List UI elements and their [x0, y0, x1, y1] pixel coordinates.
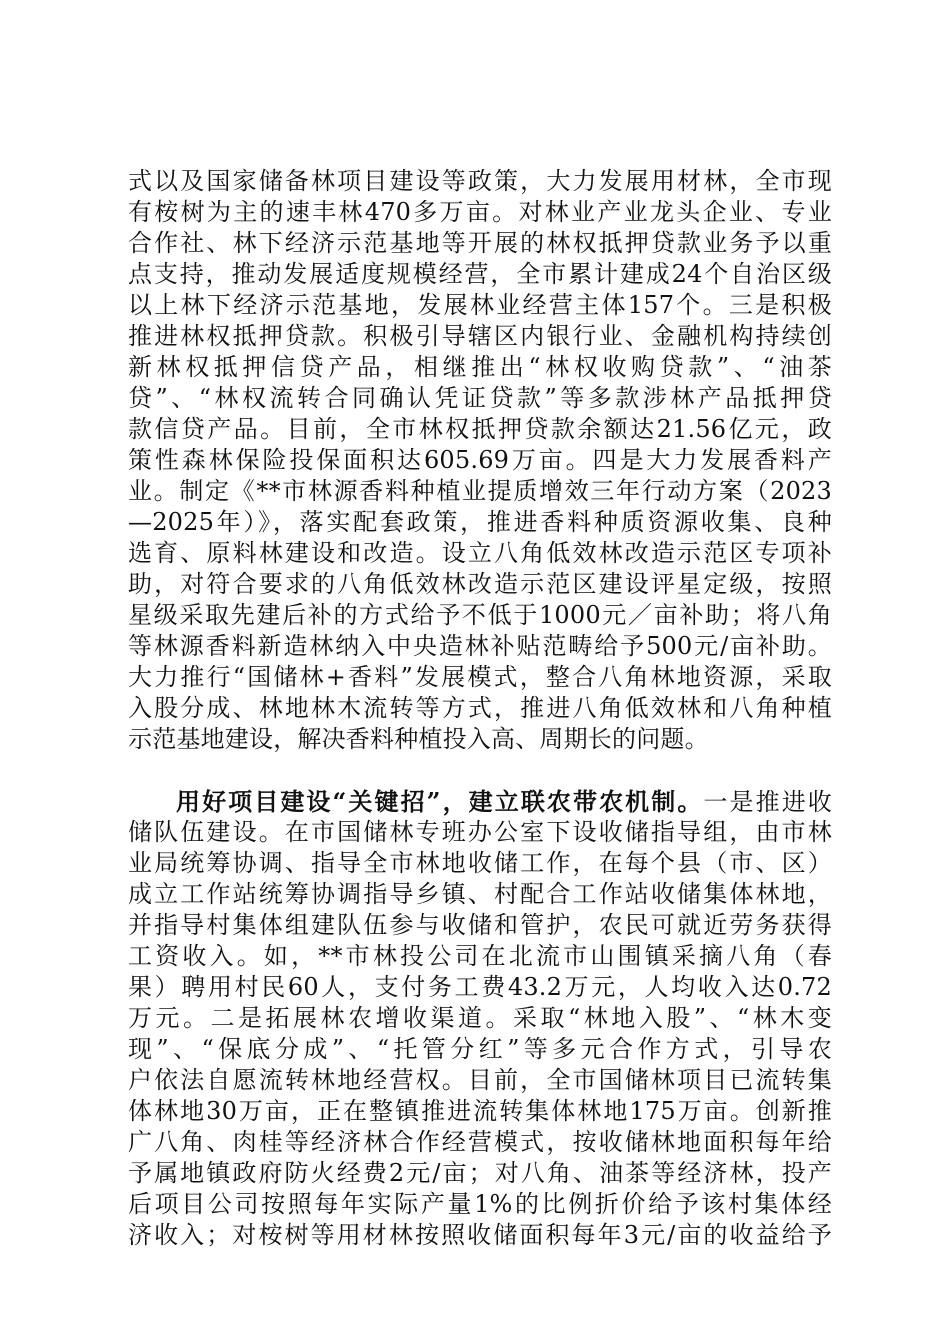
text-line: 示范基地建设，解决香料种植投入高、周期长的问题。 — [128, 725, 709, 753]
text-line: 果）聘用村民60人，支付务工费43.2万元，人均收入达0.72 — [128, 973, 832, 1001]
text-line: 后项目公司按照每年实际产量1%的比例折价给予该村集体经 — [128, 1190, 832, 1218]
text-line: 贷”、“林权流转合同确认凭证贷款”等多款涉林产品抵押贷 — [128, 384, 832, 412]
text-line: 选育、原料林建设和改造。设立八角低效林改造示范区专项补 — [128, 539, 832, 567]
text-line: 储队伍建设。在市国储林专班办公室下设收储指导组，由市林 — [128, 818, 832, 846]
text-line: 济收入；对桉树等用材林按照收储面积每年3元/亩的收益给予 — [128, 1221, 832, 1249]
section-heading: 用好项目建设“关键招”，建立联农带农机制。 — [176, 787, 704, 816]
paragraph-forestry-finance — [128, 166, 832, 755]
text-line: 入股分成、林地林木流转等方式，推进八角低效林和八角种植 — [128, 694, 832, 722]
text-line: 助，对符合要求的八角低效林改造示范区建设评星定级，按照 — [128, 570, 832, 598]
text-line: —2025年）》，落实配套政策，推进香料种质资源收集、良种 — [128, 508, 832, 536]
text-line: 新林权抵押信贷产品，相继推出“林权收购贷款”、“油茶 — [128, 353, 832, 381]
text-line: 业局统筹协调、指导全市林地收储工作，在每个县（市、区） — [128, 849, 832, 877]
text-line: 有桉树为主的速丰林470多万亩。对林业产业龙头企业、专业 — [128, 198, 832, 226]
text-line: 款信贷产品。目前，全市林权抵押贷款余额达21.56亿元，政 — [128, 415, 832, 443]
text-line: 星级采取先建后补的方式给予不低于1000元／亩补助；将八角 — [128, 601, 832, 629]
text-line: 成立工作站统筹协调指导乡镇、村配合工作站收储集体林地， — [128, 880, 832, 908]
paragraph-gap — [128, 755, 832, 786]
text-line: 点支持，推动发展适度规模经营，全市累计建成24个自治区级 — [128, 260, 832, 288]
text-line: 合作社、林下经济示范基地等开展的林权抵押贷款业务予以重 — [128, 229, 832, 257]
text-line: 推进林权抵押贷款。积极引导辖区内银行业、金融机构持续创 — [128, 322, 832, 350]
text-line: 业。制定《**市林源香料种植业提质增效三年行动方案（2023 — [128, 477, 832, 505]
text-line: 广八角、肉桂等经济林合作经营模式，按收储林地面积每年给 — [128, 1128, 832, 1156]
text-line: 工资收入。如，**市林投公司在北流市山围镇采摘八角（春 — [128, 942, 832, 970]
text-line: 体林地30万亩，正在整镇推进流转集体林地175万亩。创新推 — [128, 1097, 832, 1125]
text-line: 大力推行“国储林+香料”发展模式，整合八角林地资源，采取 — [128, 663, 832, 691]
heading-line-rest: 一是推进收 — [703, 788, 833, 816]
text-line: 万元。二是拓展林农增收渠道。采取“林地入股”、“林木变 — [128, 1004, 832, 1032]
document-page — [128, 166, 832, 1251]
text-line: 现”、“保底分成”、“托管分红”等多元合作方式，引导农 — [128, 1035, 832, 1063]
text-line: 并指导村集体组建队伍参与收储和管护，农民可就近劳务获得 — [128, 911, 832, 939]
heading-line — [128, 786, 832, 817]
text-line: 以上林下经济示范基地，发展林业经营主体157个。三是积极 — [128, 291, 832, 319]
text-line: 策性森林保险投保面积达605.69万亩。四是大力发展香料产 — [128, 446, 832, 474]
text-line: 等林源香料新造林纳入中央造林补贴范畴给予500元/亩补助。 — [128, 632, 832, 660]
text-line: 予属地镇政府防火经费2元/亩；对八角、油茶等经济林，投产 — [128, 1159, 832, 1187]
text-line: 式以及国家储备林项目建设等政策，大力发展用材林，全市现 — [128, 167, 832, 195]
paragraph-farmer-linkage — [128, 786, 832, 1251]
text-line: 户依法自愿流转林地经营权。目前，全市国储林项目已流转集 — [128, 1066, 832, 1094]
